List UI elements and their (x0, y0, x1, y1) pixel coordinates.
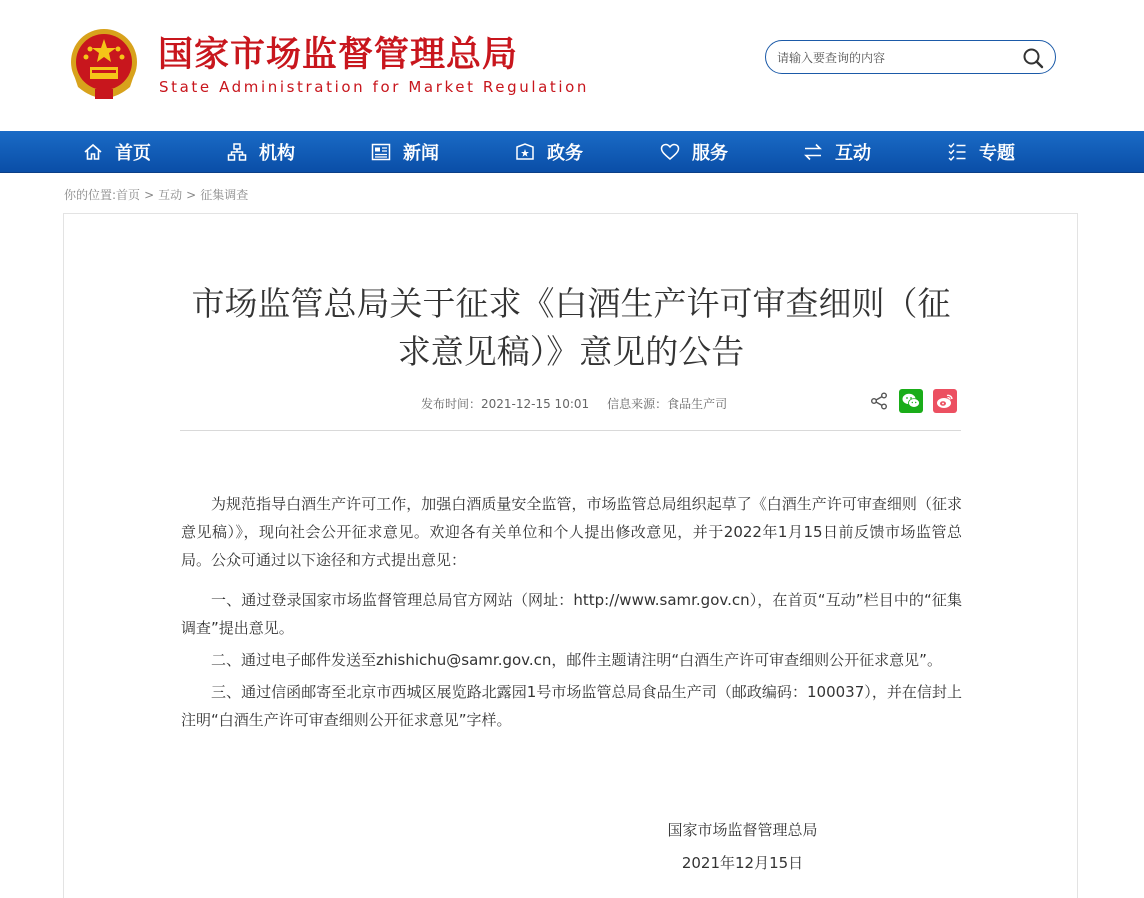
nav-item-government[interactable] (515, 131, 583, 173)
wechat-share-button[interactable] (899, 389, 923, 413)
site-header (0, 0, 1144, 131)
wechat-icon (899, 389, 923, 413)
heart-icon (660, 142, 680, 162)
share-icon[interactable] (869, 391, 889, 411)
search-icon[interactable] (1022, 47, 1044, 69)
topics-icon (947, 142, 967, 162)
publish-time: 发布时间：2021-12-15 10:01 (421, 397, 590, 411)
breadcrumb (64, 186, 248, 203)
article-title: 市场监管总局关于征求《白酒生产许可审查细则（征求意见稿）》意见的公告 (191, 284, 951, 371)
title-divider (180, 430, 961, 431)
article-paragraph: 为规范指导白酒生产许可工作，加强白酒质量安全监管，市场监管总局组织起草了《白酒生产许可审查细则（征求意见稿）》，现向社会公开征求意见。欢迎各有关单位和个人提出修改意见，并于2022年1月15日前反馈市场监管总局。公众可通过以下途径和方式提出意见： (181, 495, 962, 569)
nav-label: 机构 (259, 143, 295, 164)
nav-label: 互动 (835, 143, 871, 164)
main-nav (0, 131, 1144, 173)
nav-item-organization[interactable] (227, 131, 295, 173)
nav-label: 服务 (692, 143, 728, 164)
site-title-en[interactable]: State Administration for Market Regulation (159, 78, 590, 96)
national-emblem-icon[interactable] (68, 27, 140, 101)
nav-item-interaction[interactable] (803, 131, 871, 173)
info-source: 信息来源：食品生产司 (607, 397, 728, 411)
article-paragraph: 二、通过电子邮件发送至zhishichu@samr.gov.cn，邮件主题请注明“白酒生产许可审查细则公开征求意见”。 (211, 651, 942, 669)
breadcrumb-survey-link[interactable]: 征集调查 (200, 188, 249, 202)
article-signature: 国家市场监督管理总局 (667, 821, 818, 839)
nav-label: 政务 (547, 143, 583, 164)
nav-label: 专题 (979, 143, 1015, 164)
article-date: 2021年12月15日 (681, 854, 804, 872)
org-chart-icon (227, 142, 247, 162)
breadcrumb-separator: > (144, 188, 155, 202)
breadcrumb-home-link[interactable]: 首页 (116, 188, 141, 202)
article-meta (421, 395, 727, 412)
search-input[interactable] (777, 48, 1017, 68)
weibo-share-button[interactable] (933, 389, 957, 413)
nav-item-topics[interactable] (947, 131, 1015, 173)
article-body (181, 490, 962, 738)
nav-label: 首页 (115, 143, 151, 164)
share-bar (869, 389, 957, 413)
site-title-cn[interactable]: 国家市场监督管理总局 (158, 35, 519, 75)
breadcrumb-interaction-link[interactable]: 互动 (158, 188, 183, 202)
news-icon (371, 142, 391, 162)
article-paragraph: 一、通过登录国家市场监督管理总局官方网站（网址：http://www.samr.gov.cn），在首页“互动”栏目中的“征集调查”提出意见。 (181, 591, 962, 637)
article-paragraph: 三、通过信函邮寄至北京市西城区展览路北露园1号市场监管总局食品生产司（邮政编码：100037），并在信封上注明“白酒生产许可审查细则公开征求意见”字样。 (181, 683, 962, 729)
weibo-icon (933, 389, 957, 413)
home-icon (83, 142, 103, 162)
search-box (765, 40, 1056, 74)
nav-label: 新闻 (403, 143, 439, 164)
breadcrumb-separator: > (186, 188, 197, 202)
nav-item-service[interactable] (660, 131, 728, 173)
exchange-icon (803, 142, 823, 162)
nav-item-news[interactable] (371, 131, 439, 173)
nav-item-home[interactable] (83, 131, 151, 173)
breadcrumb-prefix: 你的位置: (64, 188, 117, 202)
government-icon (515, 142, 535, 162)
